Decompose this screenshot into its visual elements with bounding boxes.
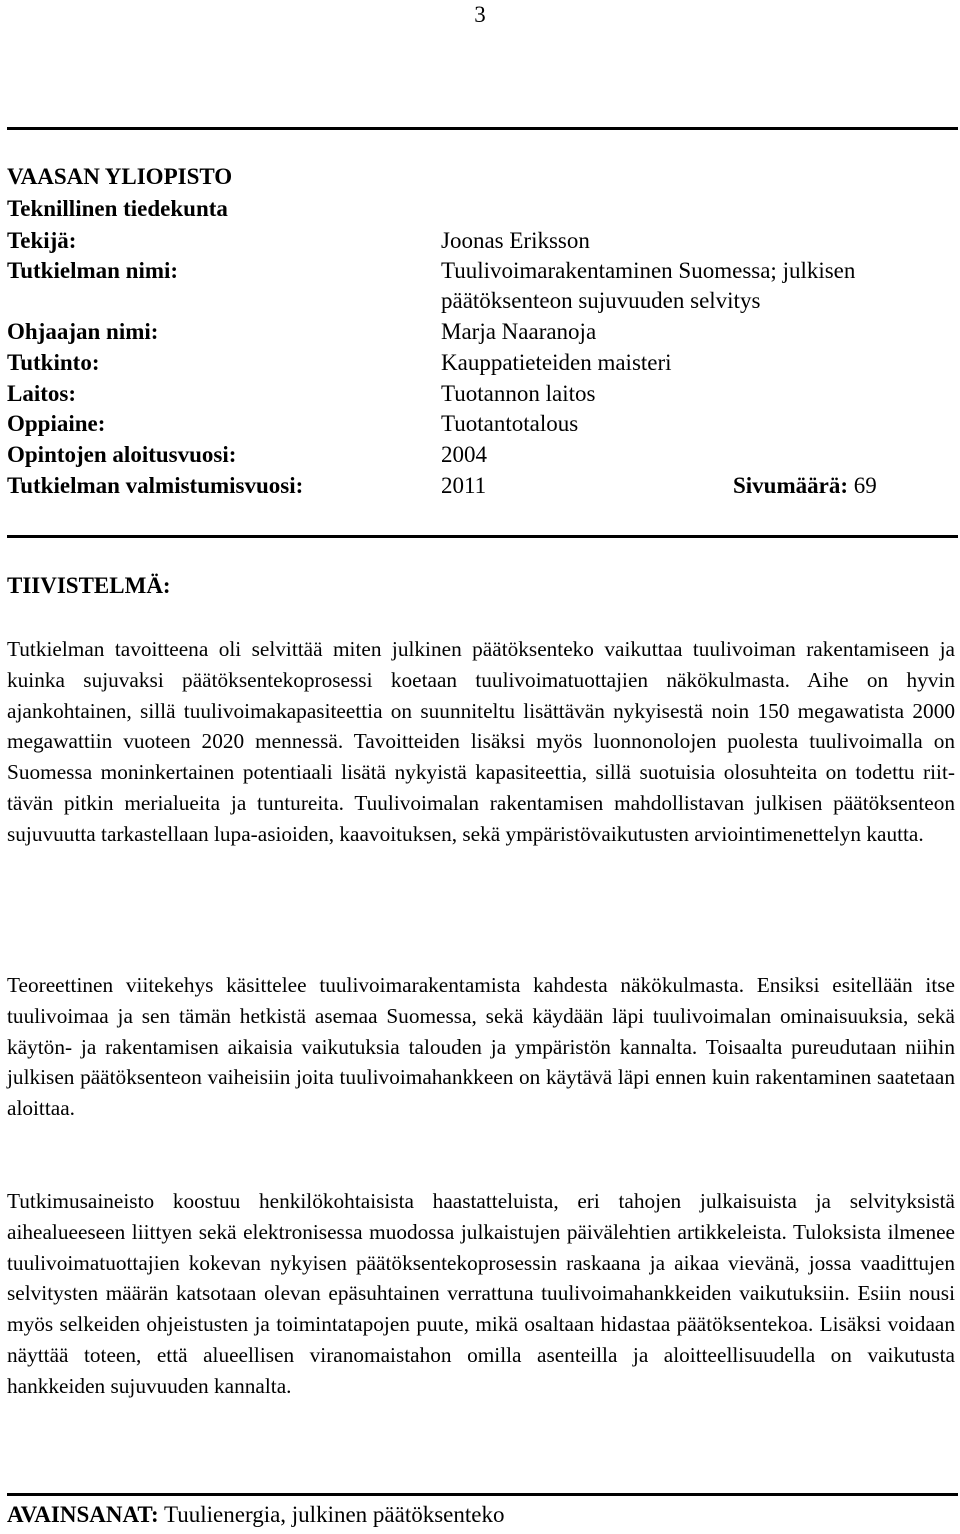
faculty-name: Teknillinen tiedekunta bbox=[7, 196, 228, 221]
middle-divider bbox=[7, 535, 958, 538]
meta-value: päätöksenteon sujuvuuden selvitys bbox=[441, 288, 761, 313]
page-count bbox=[733, 470, 877, 501]
abstract-heading: TIIVISTELMÄ: bbox=[7, 573, 171, 598]
meta-value: Tuotantotalous bbox=[441, 411, 579, 436]
abstract-paragraph: Tutkimusaineisto koostuu henkilökohtaisista haastatteluista, eri tahojen julkaisuista ja selvityksistä aihealueeseen liittyen sekä elektronisessa muodossa julkaistujen päivälehtien artikkeleista. Tuloksista ilmenee tuulivoimatuottajien kokevan nykyisen päätöksentekoprosessin raskaana ja aikaa vievänä, jossa vaadittujen selvitysten määrän katsotaan olevan epäsuhtainen verrattuna tuulivoimahankkeiden vaikutuksiin. Esiin nousi myös selkeiden ohjeistusten ja toimintatapojen puute, mikä osaltaan hidastaa päätöksentekoa. Lisäksi voidaan näyttää toteen, että alueellisen viranomaistahon omilla asenteilla ja aloitteellisuudella on vaikutusta hankkeiden sujuvuuden kannalta. bbox=[7, 1189, 955, 1398]
meta-value: Marja Naaranoja bbox=[441, 319, 597, 344]
meta-label: Laitos: bbox=[7, 381, 76, 406]
keywords-value: Tuulienergia, julkinen päätöksenteko bbox=[158, 1502, 505, 1527]
abstract-paragraph: Teoreettinen viitekehys käsittelee tuulivoimarakentamista kahdesta näkökulmasta. Ensiksi esitellään itse tuulivoimaa ja sen tämän hetkistä asemaa Suomessa, sekä käydään läpi tuulivoimalan ominaisuuksia, sekä käytön- ja rakentamisen aikaisia vaikutuksia talouden ja ympäristön kannalta. Toisaalta pureudutaan niihin julkisen päätöksenteon vaiheisiin joita tuulivoimahankkeen on käytävä läpi ennen kuin rakentaminen saatetaan aloittaa. bbox=[7, 973, 955, 1121]
meta-label: Oppiaine: bbox=[7, 411, 106, 436]
top-divider bbox=[7, 127, 958, 130]
meta-label: Opintojen aloitusvuosi: bbox=[7, 442, 237, 467]
meta-label: Tutkielman valmistumisvuosi: bbox=[7, 473, 304, 498]
meta-value: 2011 bbox=[441, 473, 487, 498]
university-name: VAASAN YLIOPISTO bbox=[7, 164, 233, 189]
page-number: 3 bbox=[474, 2, 486, 27]
meta-label: Ohjaajan nimi: bbox=[7, 319, 159, 344]
abstract-paragraph: Tutkielman tavoitteena oli selvittää miten julkinen päätöksenteko vaikuttaa tuulivoiman rakentamiseen ja kuinka sujuvaksi päätöksentekoprosessi koetaan tuulivoimatuottajien näkökulmasta. Aihe on hyvin ajankohtainen, sillä tuulivoimakapasiteettia on suunniteltu lisättävän nykyisestä noin 150 megawatista 2000 megawattiin vuoteen 2020 mennessä. Tavoitteiden lisäksi myös luonnonolojen puolesta tuulivoimalla on Suomessa moninkertainen potentiaali lisätä nykyistä kapasiteettia, sillä suotuisia olosuhteita on todettu riittävän pitkin merialueita ja tuntureita. Tuulivoimalan rakentamisen mahdollistavan julkisen päätöksenteon sujuvuutta tarkastellaan lupa-asioiden, kaavoituksen, sekä ympäristövaikutusten arviointimenettelyn kautta. bbox=[7, 637, 955, 846]
meta-value: Tuotannon laitos bbox=[441, 381, 596, 406]
bottom-divider bbox=[7, 1493, 958, 1496]
meta-value: Joonas Eriksson bbox=[441, 228, 590, 253]
meta-label: Tutkielman nimi: bbox=[7, 258, 179, 283]
meta-label: Tekijä: bbox=[7, 228, 77, 253]
page-count-value: 69 bbox=[848, 473, 877, 498]
meta-value: Kauppatieteiden maisteri bbox=[441, 350, 672, 375]
keywords-label: AVAINSANAT: bbox=[7, 1502, 159, 1527]
meta-value: Tuulivoimarakentaminen Suomessa; julkisen bbox=[441, 258, 856, 283]
meta-label: Tutkinto: bbox=[7, 350, 100, 375]
page-count-label: Sivumäärä: bbox=[733, 473, 848, 498]
meta-value: 2004 bbox=[441, 442, 487, 467]
keywords bbox=[7, 1499, 504, 1530]
